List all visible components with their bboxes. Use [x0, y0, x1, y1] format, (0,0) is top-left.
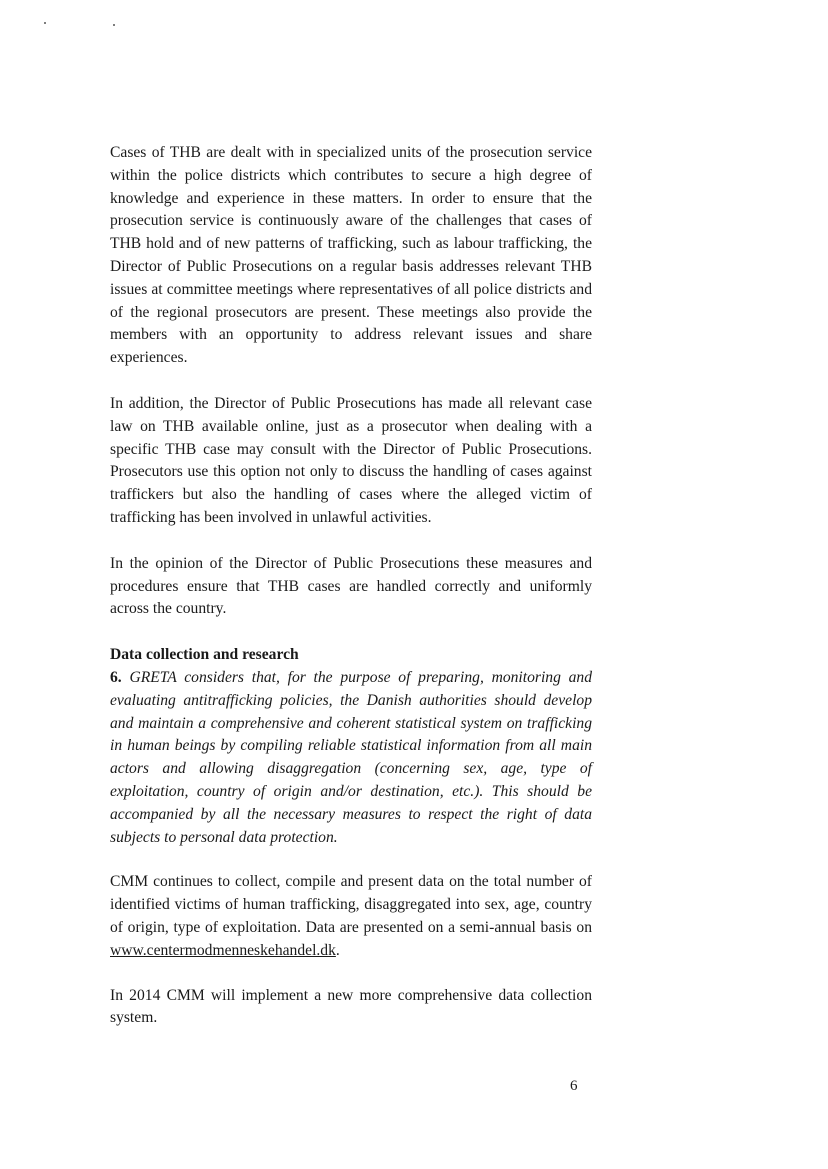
- paragraph-gap: [110, 530, 592, 553]
- paragraph-case-law-online: In addition, the Director of Public Prosecutions has made all relevant case law on THB available online, just as a prosecutor when dealing with a specific THB case may consult with the Director of Public Prosecutions. Prosecutors use this option not only to discuss the handling of cases against traffickers but also the handling of cases where the alleged victim of trafficking has been involved in unlawful activities.: [110, 394, 592, 526]
- paragraph-cmm-2014: In 2014 CMM will implement a new more comprehensive data collection system.: [110, 986, 592, 1027]
- cmm-data-text: CMM continues to collect, compile and present data on the total number of identified victims of human trafficking, disaggregated into sex, age, country of origin, type of exploitation. Data are presented on a semi-annual basis on: [110, 873, 592, 936]
- paragraph-cmm-data: [110, 871, 592, 962]
- page-number: 6: [570, 1078, 578, 1094]
- cmm-data-text-end: .: [335, 941, 340, 959]
- section-heading: Data collection and research: [110, 646, 299, 664]
- paragraph-gap: [110, 849, 592, 871]
- paragraph-gap: [110, 370, 592, 393]
- paragraph-director-opinion: In the opinion of the Director of Public Prosecutions these measures and procedures ensure that THB cases are handled correctly and uniformly across the country.: [110, 554, 592, 618]
- paragraph-gap: [110, 963, 592, 985]
- scan-mark: [113, 24, 115, 26]
- cmm-website-link[interactable]: www.centermodmenneskehandel.dk: [110, 941, 336, 959]
- document-body: [110, 142, 592, 1030]
- greta-recommendation: [110, 667, 592, 849]
- recommendation-number: 6.: [110, 668, 122, 686]
- paragraph-prosecution-units: Cases of THB are dealt with in specialized units of the prosecution service within the police districts which contributes to secure a high degree of knowledge and experience in these matters. In order to ensure that the prosecution service is continuously aware of the challenges that cases of THB hold and of new patterns of trafficking, such as labour trafficking, the Director of Public Prosecutions on a regular basis addresses relevant THB issues at committee meetings where representatives of all police districts and of the regional prosecutors are present. These meetings also provide the members with an opportunity to address relevant issues and share experiences.: [110, 144, 592, 367]
- paragraph-gap: [110, 621, 592, 644]
- recommendation-text: GRETA considers that, for the purpose of preparing, monitoring and evaluating antitrafficking policies, the Danish authorities should develop and maintain a comprehensive and coherent statistical system on trafficking in human beings by compiling reliable statistical information from all main actors and allowing disaggregation (concerning sex, age, type of exploitation, country of origin and/or destination, etc.). This should be accompanied by all the necessary measures to respect the right of data subjects to personal data protection.: [110, 668, 592, 846]
- scan-mark: [44, 22, 46, 24]
